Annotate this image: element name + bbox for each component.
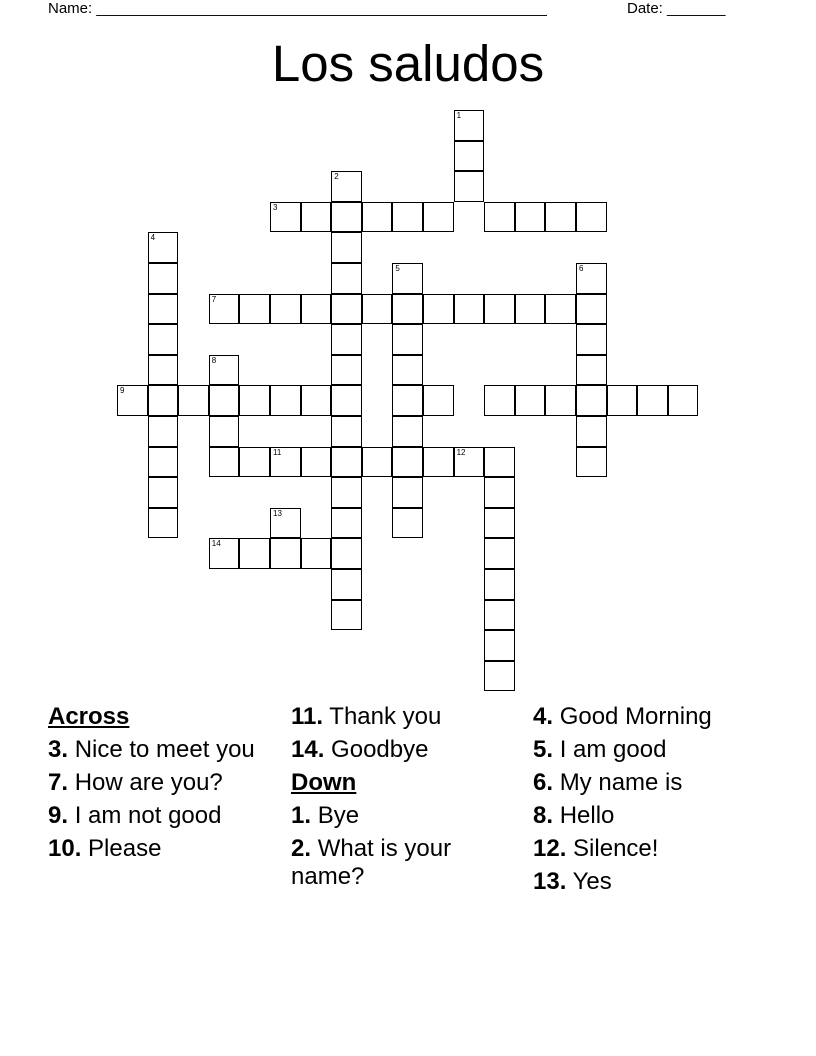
clue-text: My name is bbox=[559, 769, 683, 796]
grid-cell[interactable] bbox=[331, 447, 362, 478]
grid-cell[interactable] bbox=[331, 324, 362, 355]
grid-cell[interactable] bbox=[545, 202, 576, 233]
grid-cell[interactable] bbox=[454, 141, 485, 172]
grid-cell[interactable] bbox=[423, 202, 454, 233]
grid-cell[interactable] bbox=[239, 294, 270, 325]
grid-cell[interactable] bbox=[576, 202, 607, 233]
grid-cell[interactable] bbox=[331, 569, 362, 600]
grid-cell[interactable] bbox=[301, 202, 332, 233]
grid-cell[interactable] bbox=[392, 477, 423, 508]
grid-cell[interactable] bbox=[454, 171, 485, 202]
clue-column-2 bbox=[291, 703, 506, 896]
clue-text: Goodbye bbox=[331, 736, 429, 763]
cell-number: 4 bbox=[150, 233, 156, 243]
clue-number: 6. bbox=[533, 769, 554, 796]
page-title: Los saludos bbox=[271, 35, 545, 92]
grid-cell[interactable] bbox=[484, 447, 515, 478]
clue-down-8 bbox=[533, 802, 753, 830]
grid-cell[interactable] bbox=[545, 385, 576, 416]
clue-down-6 bbox=[533, 769, 753, 797]
date-field-label: Date: _______ bbox=[627, 0, 726, 17]
grid-cell[interactable] bbox=[331, 600, 362, 631]
grid-cell[interactable] bbox=[392, 447, 423, 478]
clue-across-11 bbox=[291, 703, 506, 731]
cell-number: 14 bbox=[211, 539, 221, 549]
clue-text: Hello bbox=[559, 802, 615, 829]
cell-number: 8 bbox=[211, 355, 217, 365]
clue-text: How are you? bbox=[74, 769, 223, 796]
clue-text: Nice to meet you bbox=[74, 736, 255, 763]
cell-number: 13 bbox=[273, 508, 282, 518]
grid-cell[interactable] bbox=[148, 294, 179, 325]
cell-number: 3 bbox=[273, 202, 278, 212]
clue-number: 3. bbox=[48, 736, 69, 763]
grid-cell[interactable] bbox=[668, 385, 699, 416]
grid-cell[interactable] bbox=[362, 202, 393, 233]
grid-cell[interactable] bbox=[484, 538, 515, 569]
grid-cell[interactable] bbox=[331, 355, 362, 386]
grid-cell[interactable] bbox=[331, 508, 362, 539]
grid-cell[interactable] bbox=[454, 447, 485, 478]
cell-number: 2 bbox=[334, 172, 339, 182]
clue-column-3 bbox=[533, 703, 753, 901]
grid-cell[interactable] bbox=[270, 294, 301, 325]
clue-number: 4. bbox=[533, 703, 554, 730]
grid-cell[interactable] bbox=[331, 263, 362, 294]
grid-cell[interactable] bbox=[117, 385, 148, 416]
grid-cell[interactable] bbox=[484, 508, 515, 539]
grid-cell[interactable] bbox=[637, 385, 668, 416]
grid-cell[interactable] bbox=[270, 508, 301, 539]
grid-cell[interactable] bbox=[148, 385, 179, 416]
grid-cell[interactable] bbox=[484, 477, 515, 508]
grid-cell[interactable] bbox=[209, 355, 240, 386]
clue-across-10 bbox=[48, 835, 260, 863]
clue-number: 8. bbox=[533, 802, 554, 829]
grid-cell[interactable] bbox=[301, 447, 332, 478]
grid-cell[interactable] bbox=[270, 538, 301, 569]
clue-down-4 bbox=[533, 703, 753, 731]
grid-cell[interactable] bbox=[148, 324, 179, 355]
grid-cell[interactable] bbox=[270, 447, 301, 478]
grid-cell[interactable] bbox=[148, 232, 179, 263]
cell-number: 11 bbox=[273, 447, 282, 457]
grid-cell[interactable] bbox=[148, 508, 179, 539]
grid-cell[interactable] bbox=[576, 355, 607, 386]
clue-across-7 bbox=[48, 769, 260, 797]
grid-cell[interactable] bbox=[392, 202, 423, 233]
grid-cell[interactable] bbox=[576, 324, 607, 355]
clue-text: I am not good bbox=[74, 802, 222, 829]
clue-text: I am good bbox=[559, 736, 667, 763]
clue-across-3 bbox=[48, 736, 260, 764]
clue-number: 12. bbox=[533, 835, 567, 862]
cell-number: 9 bbox=[120, 386, 125, 396]
clue-across-14 bbox=[291, 736, 506, 764]
grid-cell[interactable] bbox=[484, 569, 515, 600]
clue-down-1 bbox=[291, 802, 506, 830]
grid-cell[interactable] bbox=[331, 538, 362, 569]
grid-cell[interactable] bbox=[178, 385, 209, 416]
down-heading: Down bbox=[291, 769, 357, 796]
clue-number: 9. bbox=[48, 802, 69, 829]
grid-cell[interactable] bbox=[392, 324, 423, 355]
grid-cell[interactable] bbox=[576, 416, 607, 447]
clue-text: Bye bbox=[317, 802, 360, 829]
grid-cell[interactable] bbox=[607, 385, 638, 416]
grid-cell[interactable] bbox=[484, 202, 515, 233]
grid-cell[interactable] bbox=[423, 385, 454, 416]
grid-cell[interactable] bbox=[484, 385, 515, 416]
clue-number: 7. bbox=[48, 769, 69, 796]
clue-text: What is your name? bbox=[291, 835, 452, 890]
grid-cell[interactable] bbox=[148, 416, 179, 447]
grid-cell[interactable] bbox=[515, 294, 546, 325]
grid-cell[interactable] bbox=[209, 447, 240, 478]
grid-cell[interactable] bbox=[148, 263, 179, 294]
grid-cell[interactable] bbox=[392, 416, 423, 447]
clue-text: Good Morning bbox=[559, 703, 712, 730]
clue-number: 13. bbox=[533, 868, 567, 895]
clue-text: Yes bbox=[572, 868, 612, 895]
grid-cell[interactable] bbox=[331, 232, 362, 263]
grid-cell[interactable] bbox=[239, 538, 270, 569]
clue-number: 11. bbox=[291, 703, 324, 730]
grid-cell[interactable] bbox=[515, 202, 546, 233]
clue-text: Thank you bbox=[329, 703, 442, 730]
grid-cell[interactable] bbox=[454, 110, 485, 141]
cell-number: 7 bbox=[211, 294, 217, 304]
clue-number: 1. bbox=[291, 802, 312, 829]
grid-cell[interactable] bbox=[484, 600, 515, 631]
clue-down-5 bbox=[533, 736, 753, 764]
grid-cell[interactable] bbox=[270, 202, 301, 233]
name-field-label: Name: ______________________________________________________ bbox=[48, 0, 547, 17]
grid-cell[interactable] bbox=[423, 294, 454, 325]
grid-cell[interactable] bbox=[454, 294, 485, 325]
grid-cell[interactable] bbox=[331, 477, 362, 508]
clue-across-9 bbox=[48, 802, 260, 830]
cell-number: 5 bbox=[395, 264, 400, 273]
grid-cell[interactable] bbox=[484, 294, 515, 325]
grid-cell[interactable] bbox=[148, 355, 179, 386]
clue-down-13 bbox=[533, 868, 753, 896]
clue-number: 5. bbox=[533, 736, 554, 763]
grid-cell[interactable] bbox=[484, 661, 515, 692]
grid-cell[interactable] bbox=[239, 447, 270, 478]
grid-cell[interactable] bbox=[576, 447, 607, 478]
grid-cell[interactable] bbox=[331, 385, 362, 416]
grid-cell[interactable] bbox=[301, 385, 332, 416]
grid-cell[interactable] bbox=[576, 294, 607, 325]
grid-cell[interactable] bbox=[209, 294, 240, 325]
clue-down-12 bbox=[533, 835, 753, 863]
grid-cell[interactable] bbox=[239, 385, 270, 416]
grid-cell[interactable] bbox=[209, 538, 240, 569]
grid-cell[interactable] bbox=[209, 416, 240, 447]
grid-cell[interactable] bbox=[148, 447, 179, 478]
grid-cell[interactable] bbox=[484, 630, 515, 661]
grid-cell[interactable] bbox=[392, 385, 423, 416]
grid-cell[interactable] bbox=[392, 355, 423, 386]
grid-cell[interactable] bbox=[270, 385, 301, 416]
clue-down-2 bbox=[291, 835, 506, 891]
cell-number: 1 bbox=[456, 111, 462, 120]
grid-cell[interactable] bbox=[576, 385, 607, 416]
grid-cell[interactable] bbox=[331, 416, 362, 447]
grid-cell[interactable] bbox=[301, 538, 332, 569]
grid-cell[interactable] bbox=[148, 477, 179, 508]
grid-cell[interactable] bbox=[392, 294, 423, 325]
cell-number: 6 bbox=[579, 264, 584, 273]
grid-cell[interactable] bbox=[392, 263, 423, 294]
grid-cell[interactable] bbox=[576, 263, 607, 294]
grid-cell[interactable] bbox=[301, 294, 332, 325]
cell-number: 12 bbox=[456, 447, 466, 457]
clue-text: Silence! bbox=[573, 835, 659, 862]
grid-cell[interactable] bbox=[362, 447, 393, 478]
clue-number: 14. bbox=[291, 736, 325, 763]
clue-number: 2. bbox=[291, 835, 312, 862]
grid-cell[interactable] bbox=[331, 171, 362, 202]
grid-cell[interactable] bbox=[545, 294, 576, 325]
grid-cell[interactable] bbox=[331, 294, 362, 325]
grid-cell[interactable] bbox=[362, 294, 393, 325]
grid-cell[interactable] bbox=[331, 202, 362, 233]
grid-cell[interactable] bbox=[423, 447, 454, 478]
grid-cell[interactable] bbox=[209, 385, 240, 416]
clue-text: Please bbox=[88, 835, 162, 862]
grid-cell[interactable] bbox=[392, 508, 423, 539]
across-heading: Across bbox=[48, 703, 130, 730]
grid-cell[interactable] bbox=[515, 385, 546, 416]
clue-number: 10. bbox=[48, 835, 82, 862]
clue-column-1 bbox=[48, 703, 260, 868]
